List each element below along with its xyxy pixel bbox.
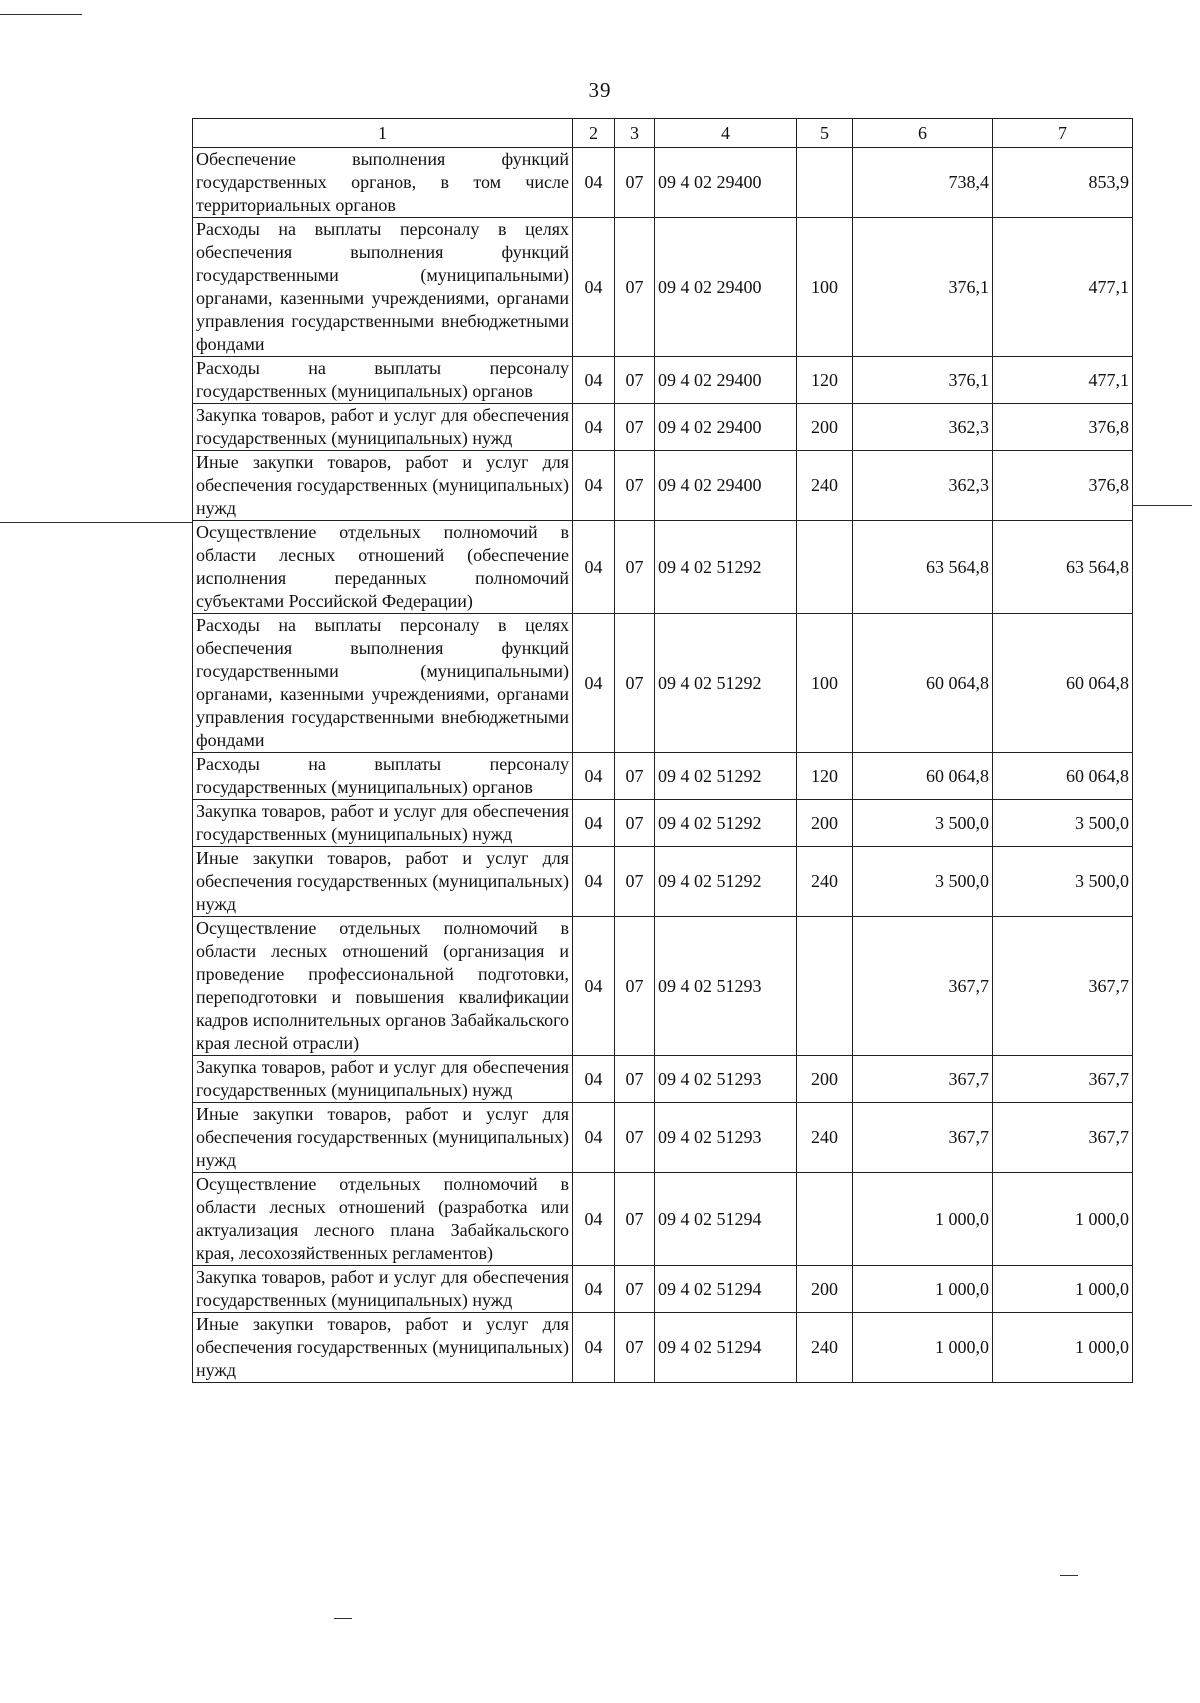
target-article-code: 09 4 02 29400 xyxy=(655,404,797,451)
target-article-code: 09 4 02 51294 xyxy=(655,1313,797,1383)
table-body xyxy=(193,148,1133,1383)
target-article-code: 09 4 02 51293 xyxy=(655,917,797,1056)
section-code: 04 xyxy=(573,753,615,800)
expense-type-code: 100 xyxy=(797,218,853,357)
expense-name: Осуществление отдельных полномочий в области лесных отношений (организация и проведение профессиональной подготовки, переподготовки и повышения квалификации кадров исполнительных органов Забайкальского края лесной отрасли) xyxy=(193,917,573,1056)
amount-col6: 367,7 xyxy=(853,917,993,1056)
column-header: 7 xyxy=(993,119,1133,148)
amount-col7: 3 500,0 xyxy=(993,800,1133,847)
expense-type-code xyxy=(797,917,853,1056)
target-article-code: 09 4 02 51294 xyxy=(655,1173,797,1266)
amount-col7: 367,7 xyxy=(993,1056,1133,1103)
section-code: 04 xyxy=(573,1056,615,1103)
expense-type-code: 200 xyxy=(797,800,853,847)
subsection-code: 07 xyxy=(615,1173,655,1266)
subsection-code: 07 xyxy=(615,521,655,614)
table-row xyxy=(193,404,1133,451)
scan-mark-top-left xyxy=(0,14,82,15)
section-code: 04 xyxy=(573,614,615,753)
table-row xyxy=(193,614,1133,753)
section-code: 04 xyxy=(573,451,615,521)
expense-name: Иные закупки товаров, работ и услуг для обеспечения государственных (муниципальных) нужд xyxy=(193,1313,573,1383)
amount-col6: 60 064,8 xyxy=(853,753,993,800)
amount-col6: 3 500,0 xyxy=(853,847,993,917)
section-code: 04 xyxy=(573,1266,615,1313)
expense-type-code xyxy=(797,521,853,614)
amount-col7: 367,7 xyxy=(993,917,1133,1056)
amount-col6: 60 064,8 xyxy=(853,614,993,753)
table-row xyxy=(193,1103,1133,1173)
amount-col7: 376,8 xyxy=(993,404,1133,451)
table-row xyxy=(193,1313,1133,1383)
table-row xyxy=(193,847,1133,917)
table-row xyxy=(193,357,1133,404)
amount-col7: 376,8 xyxy=(993,451,1133,521)
section-code: 04 xyxy=(573,917,615,1056)
subsection-code: 07 xyxy=(615,404,655,451)
target-article-code: 09 4 02 51293 xyxy=(655,1056,797,1103)
section-code: 04 xyxy=(573,800,615,847)
scan-mark-strike-left xyxy=(0,522,192,523)
target-article-code: 09 4 02 29400 xyxy=(655,218,797,357)
subsection-code: 07 xyxy=(615,753,655,800)
column-header: 2 xyxy=(573,119,615,148)
amount-col7: 477,1 xyxy=(993,357,1133,404)
target-article-code: 09 4 02 29400 xyxy=(655,148,797,218)
section-code: 04 xyxy=(573,521,615,614)
expense-name: Расходы на выплаты персоналу в целях обеспечения выполнения функций государственными (муниципальными) органами, казенными учреждениями, органами управления государственными внебюджетными фондами xyxy=(193,614,573,753)
column-header: 1 xyxy=(193,119,573,148)
subsection-code: 07 xyxy=(615,451,655,521)
section-code: 04 xyxy=(573,1103,615,1173)
amount-col6: 738,4 xyxy=(853,148,993,218)
amount-col6: 376,1 xyxy=(853,218,993,357)
table-row xyxy=(193,1173,1133,1266)
amount-col7: 3 500,0 xyxy=(993,847,1133,917)
amount-col7: 1 000,0 xyxy=(993,1313,1133,1383)
target-article-code: 09 4 02 29400 xyxy=(655,357,797,404)
expense-name: Иные закупки товаров, работ и услуг для обеспечения государственных (муниципальных) нужд xyxy=(193,451,573,521)
table-row xyxy=(193,521,1133,614)
scan-mark-bottom-left xyxy=(334,1618,352,1619)
amount-col7: 477,1 xyxy=(993,218,1133,357)
page-number: 39 xyxy=(588,78,612,102)
section-code: 04 xyxy=(573,1173,615,1266)
expense-name: Осуществление отдельных полномочий в области лесных отношений (разработка или актуализация лесного плана Забайкальского края, лесохозяйственных регламентов) xyxy=(193,1173,573,1266)
expense-type-code: 200 xyxy=(797,404,853,451)
table-row xyxy=(193,917,1133,1056)
amount-col6: 3 500,0 xyxy=(853,800,993,847)
expense-name: Закупка товаров, работ и услуг для обеспечения государственных (муниципальных) нужд xyxy=(193,1056,573,1103)
target-article-code: 09 4 02 29400 xyxy=(655,451,797,521)
expense-name: Расходы на выплаты персоналу в целях обеспечения выполнения функций государственными (муниципальными) органами, казенными учреждениями, органами управления государственными внебюджетными фондами xyxy=(193,218,573,357)
header-row xyxy=(193,119,1133,148)
section-code: 04 xyxy=(573,357,615,404)
subsection-code: 07 xyxy=(615,1313,655,1383)
section-code: 04 xyxy=(573,148,615,218)
subsection-code: 07 xyxy=(615,148,655,218)
target-article-code: 09 4 02 51292 xyxy=(655,753,797,800)
amount-col6: 362,3 xyxy=(853,404,993,451)
table-header xyxy=(193,119,1133,148)
amount-col6: 1 000,0 xyxy=(853,1173,993,1266)
subsection-code: 07 xyxy=(615,917,655,1056)
amount-col7: 367,7 xyxy=(993,1103,1133,1173)
expense-type-code: 200 xyxy=(797,1056,853,1103)
expense-name: Иные закупки товаров, работ и услуг для обеспечения государственных (муниципальных) нужд xyxy=(193,847,573,917)
column-header: 5 xyxy=(797,119,853,148)
amount-col6: 362,3 xyxy=(853,451,993,521)
subsection-code: 07 xyxy=(615,218,655,357)
subsection-code: 07 xyxy=(615,1056,655,1103)
amount-col7: 60 064,8 xyxy=(993,753,1133,800)
target-article-code: 09 4 02 51292 xyxy=(655,847,797,917)
table-row xyxy=(193,1266,1133,1313)
subsection-code: 07 xyxy=(615,1103,655,1173)
column-header: 4 xyxy=(655,119,797,148)
subsection-code: 07 xyxy=(615,1266,655,1313)
expense-name: Расходы на выплаты персоналу государственных (муниципальных) органов xyxy=(193,753,573,800)
subsection-code: 07 xyxy=(615,614,655,753)
target-article-code: 09 4 02 51292 xyxy=(655,521,797,614)
budget-table xyxy=(192,118,1133,1383)
target-article-code: 09 4 02 51292 xyxy=(655,800,797,847)
amount-col7: 60 064,8 xyxy=(993,614,1133,753)
amount-col6: 367,7 xyxy=(853,1056,993,1103)
expense-type-code: 240 xyxy=(797,1103,853,1173)
column-header: 6 xyxy=(853,119,993,148)
amount-col6: 1 000,0 xyxy=(853,1313,993,1383)
expense-name: Закупка товаров, работ и услуг для обеспечения государственных (муниципальных) нужд xyxy=(193,1266,573,1313)
expense-name: Иные закупки товаров, работ и услуг для обеспечения государственных (муниципальных) нужд xyxy=(193,1103,573,1173)
amount-col6: 376,1 xyxy=(853,357,993,404)
amount-col6: 63 564,8 xyxy=(853,521,993,614)
target-article-code: 09 4 02 51293 xyxy=(655,1103,797,1173)
expense-name: Расходы на выплаты персоналу государственных (муниципальных) органов xyxy=(193,357,573,404)
subsection-code: 07 xyxy=(615,847,655,917)
table-row xyxy=(193,451,1133,521)
table-row xyxy=(193,800,1133,847)
expense-type-code: 200 xyxy=(797,1266,853,1313)
section-code: 04 xyxy=(573,1313,615,1383)
expense-name: Закупка товаров, работ и услуг для обеспечения государственных (муниципальных) нужд xyxy=(193,404,573,451)
scan-mark-strike-right xyxy=(1132,505,1192,506)
subsection-code: 07 xyxy=(615,800,655,847)
expense-type-code: 240 xyxy=(797,847,853,917)
expense-name: Обеспечение выполнения функций государственных органов, в том числе территориальных органов xyxy=(193,148,573,218)
table-row xyxy=(193,1056,1133,1103)
column-header: 3 xyxy=(615,119,655,148)
amount-col7: 1 000,0 xyxy=(993,1266,1133,1313)
section-code: 04 xyxy=(573,847,615,917)
amount-col7: 1 000,0 xyxy=(993,1173,1133,1266)
section-code: 04 xyxy=(573,218,615,357)
expense-type-code: 120 xyxy=(797,357,853,404)
expense-type-code: 240 xyxy=(797,1313,853,1383)
expense-name: Осуществление отдельных полномочий в области лесных отношений (обеспечение исполнения переданных полномочий субъектами Российской Федерации) xyxy=(193,521,573,614)
expense-name: Закупка товаров, работ и услуг для обеспечения государственных (муниципальных) нужд xyxy=(193,800,573,847)
section-code: 04 xyxy=(573,404,615,451)
target-article-code: 09 4 02 51292 xyxy=(655,614,797,753)
subsection-code: 07 xyxy=(615,357,655,404)
amount-col6: 1 000,0 xyxy=(853,1266,993,1313)
target-article-code: 09 4 02 51294 xyxy=(655,1266,797,1313)
table-row xyxy=(193,148,1133,218)
expense-type-code: 100 xyxy=(797,614,853,753)
expense-type-code xyxy=(797,1173,853,1266)
amount-col7: 63 564,8 xyxy=(993,521,1133,614)
table-row xyxy=(193,218,1133,357)
scan-mark-bottom-right xyxy=(1060,1575,1078,1576)
expense-type-code: 120 xyxy=(797,753,853,800)
expense-type-code xyxy=(797,148,853,218)
expense-type-code: 240 xyxy=(797,451,853,521)
amount-col7: 853,9 xyxy=(993,148,1133,218)
table-row xyxy=(193,753,1133,800)
amount-col6: 367,7 xyxy=(853,1103,993,1173)
